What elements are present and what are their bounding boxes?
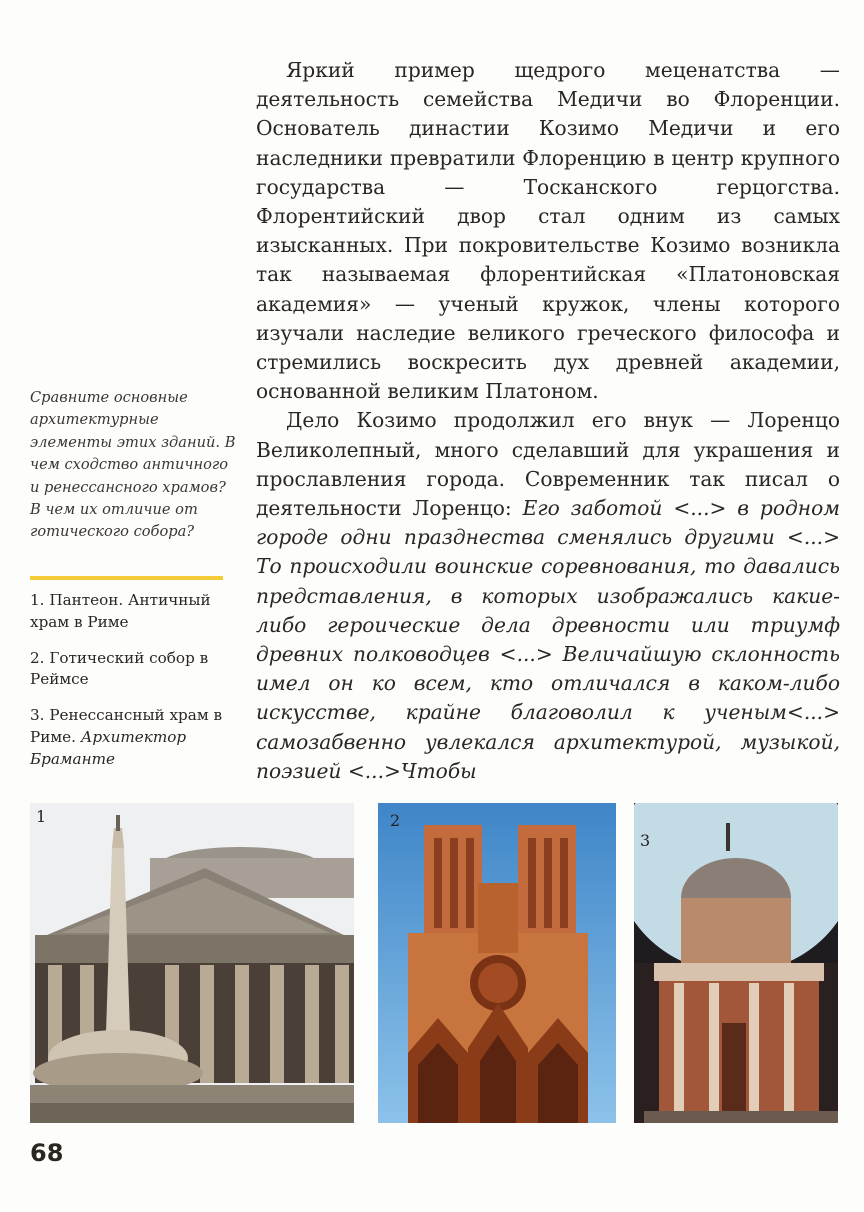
figure-number-3: 3 bbox=[640, 831, 651, 850]
sidebar-divider bbox=[30, 576, 223, 580]
paragraph-medici: Яркий пример щедрого меценатства — деятельность семейства Медичи во Флоренции. Основатель династии Козимо Медичи и его наследники превратили Флоренцию в центр крупного государства — Тосканского герцогства. Флорентийский двор стал одним из самых изысканных. При покровительстве Козимо возникла так называемая флорентийская «Платоновская академия» — ученый кружок, члены которого изучали наследие великого греческого философа и стремились воскресить дух древней академии, основанной великим Платоном. bbox=[256, 58, 840, 404]
caption-2: 2. Готический собор в Реймсе bbox=[30, 648, 209, 689]
paragraph-lorenzo-lead: Дело Козимо продолжил его внук — Лоренцо Великолепный, много сделавший для украшения и прославления города. Современник так писал о деятельности Лоренцо: bbox=[256, 408, 840, 521]
page-number: 68 bbox=[30, 1139, 64, 1167]
figure-number-2: 2 bbox=[390, 811, 401, 830]
reims-cathedral-photo bbox=[378, 803, 616, 1123]
sidebar-question: Сравните основные архитектурные элементы этих зданий. В чем сходство античного и ренессансного храмов? В чем их отличие от готического собора? bbox=[30, 389, 236, 541]
caption-3 bbox=[30, 705, 238, 770]
paragraph-lorenzo bbox=[256, 406, 840, 786]
figure-captions bbox=[30, 590, 238, 785]
pantheon-photo bbox=[30, 803, 354, 1123]
caption-1: 1. Пантеон. Античный храм в Риме bbox=[30, 591, 211, 631]
caption-3-text: 3. Ренессансный храм в Риме. bbox=[30, 706, 223, 746]
contemporary-quote: Его заботой <...> в родном городе одни празднества сменялись другими <...> То происходили воинские соревнования, то давались представления, в которых изображались какие-либо героические дела древности или триумф древних полководцев <...> Величайшую склонность имел он ко всем, кто отличался в каком-либо искусстве, крайне благоволил к ученым<...> самозабвенно увлекался архитектурой, музыкой, поэзией <...>Чтобы bbox=[256, 496, 840, 783]
tempietto-photo bbox=[634, 803, 838, 1123]
figure-number-1: 1 bbox=[36, 807, 47, 826]
main-text bbox=[256, 56, 840, 786]
caption-3-architect: Архитектор Браманте bbox=[30, 727, 187, 768]
